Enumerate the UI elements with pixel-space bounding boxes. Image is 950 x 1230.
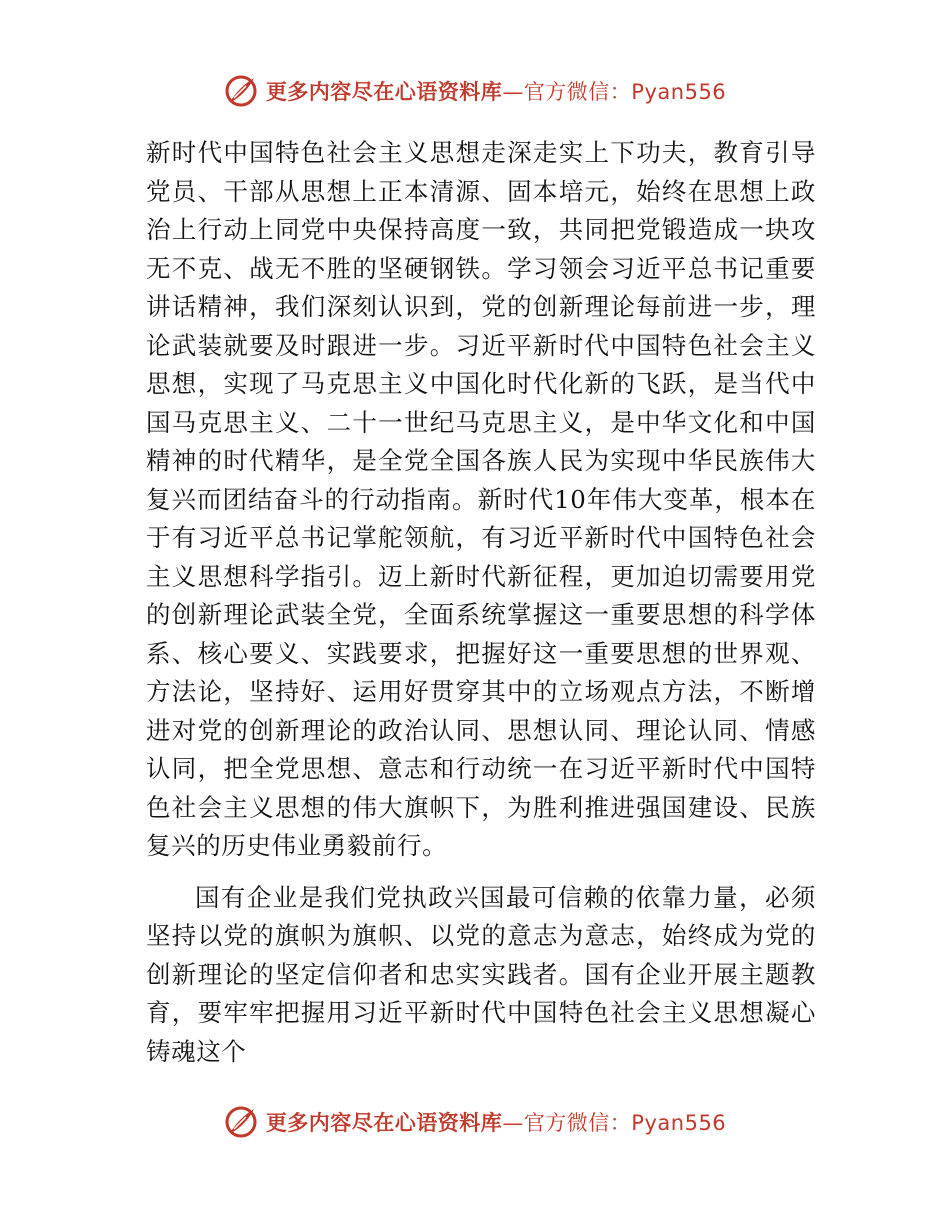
footer-banner bbox=[0, 1102, 950, 1142]
quill-logo-icon bbox=[224, 1105, 258, 1139]
header-separator: — bbox=[502, 80, 524, 104]
footer-wechat: 官方微信：Pyan556 bbox=[523, 1111, 727, 1135]
header-banner-text bbox=[266, 76, 726, 106]
header-wechat: 官方微信：Pyan556 bbox=[523, 80, 727, 104]
document-body bbox=[146, 134, 816, 1071]
paragraph-1: 新时代中国特色社会主义思想走深走实上下功夫，教育引导党员、干部从思想上正本清源、固本培元，始终在思想上政治上行动上同党中央保持高度一致，共同把党锻造成一块攻无不克、战无不胜的坚硬钢铁。学习领会习近平总书记重要讲话精神，我们深刻认识到，党的创新理论每前进一步，理论武装就要及时跟进一步。习近平新时代中国特色社会主义思想，实现了马克思主义中国化时代化新的飞跃，是当代中国马克思主义、二十一世纪马克思主义，是中华文化和中国精神的时代精华，是全党全国各族人民为实现中华民族伟大复兴而团结奋斗的行动指南。新时代10年伟大变革，根本在于有习近平总书记掌舵领航，有习近平新时代中国特色社会主义思想科学指引。迈上新时代新征程，更加迫切需要用党的创新理论武装全党，全面系统掌握这一重要思想的科学体系、核心要义、实践要求，把握好这一重要思想的世界观、方法论，坚持好、运用好贯穿其中的立场观点方法，不断增进对党的创新理论的政治认同、思想认同、理论认同、情感认同，把全党思想、意志和行动统一在习近平新时代中国特色社会主义思想的伟大旗帜下，为胜利推进强国建设、民族复兴的历史伟业勇毅前行。 bbox=[146, 138, 816, 860]
footer-banner-text bbox=[266, 1107, 726, 1137]
paragraph-2: 国有企业是我们党执政兴国最可信赖的依靠力量，必须坚持以党的旗帜为旗帜、以党的意志为意志，始终成为党的创新理论的坚定信仰者和忠实实践者。国有企业开展主题教育，要牢牢把握用习近平新时代中国特色社会主义思想凝心铸魂这个 bbox=[146, 882, 816, 1066]
footer-brand: 更多内容尽在心语资料库 bbox=[265, 1111, 503, 1135]
header-banner bbox=[0, 71, 950, 111]
header-brand: 更多内容尽在心语资料库 bbox=[265, 80, 503, 104]
footer-separator: — bbox=[502, 1111, 524, 1135]
quill-logo-icon bbox=[224, 74, 258, 108]
